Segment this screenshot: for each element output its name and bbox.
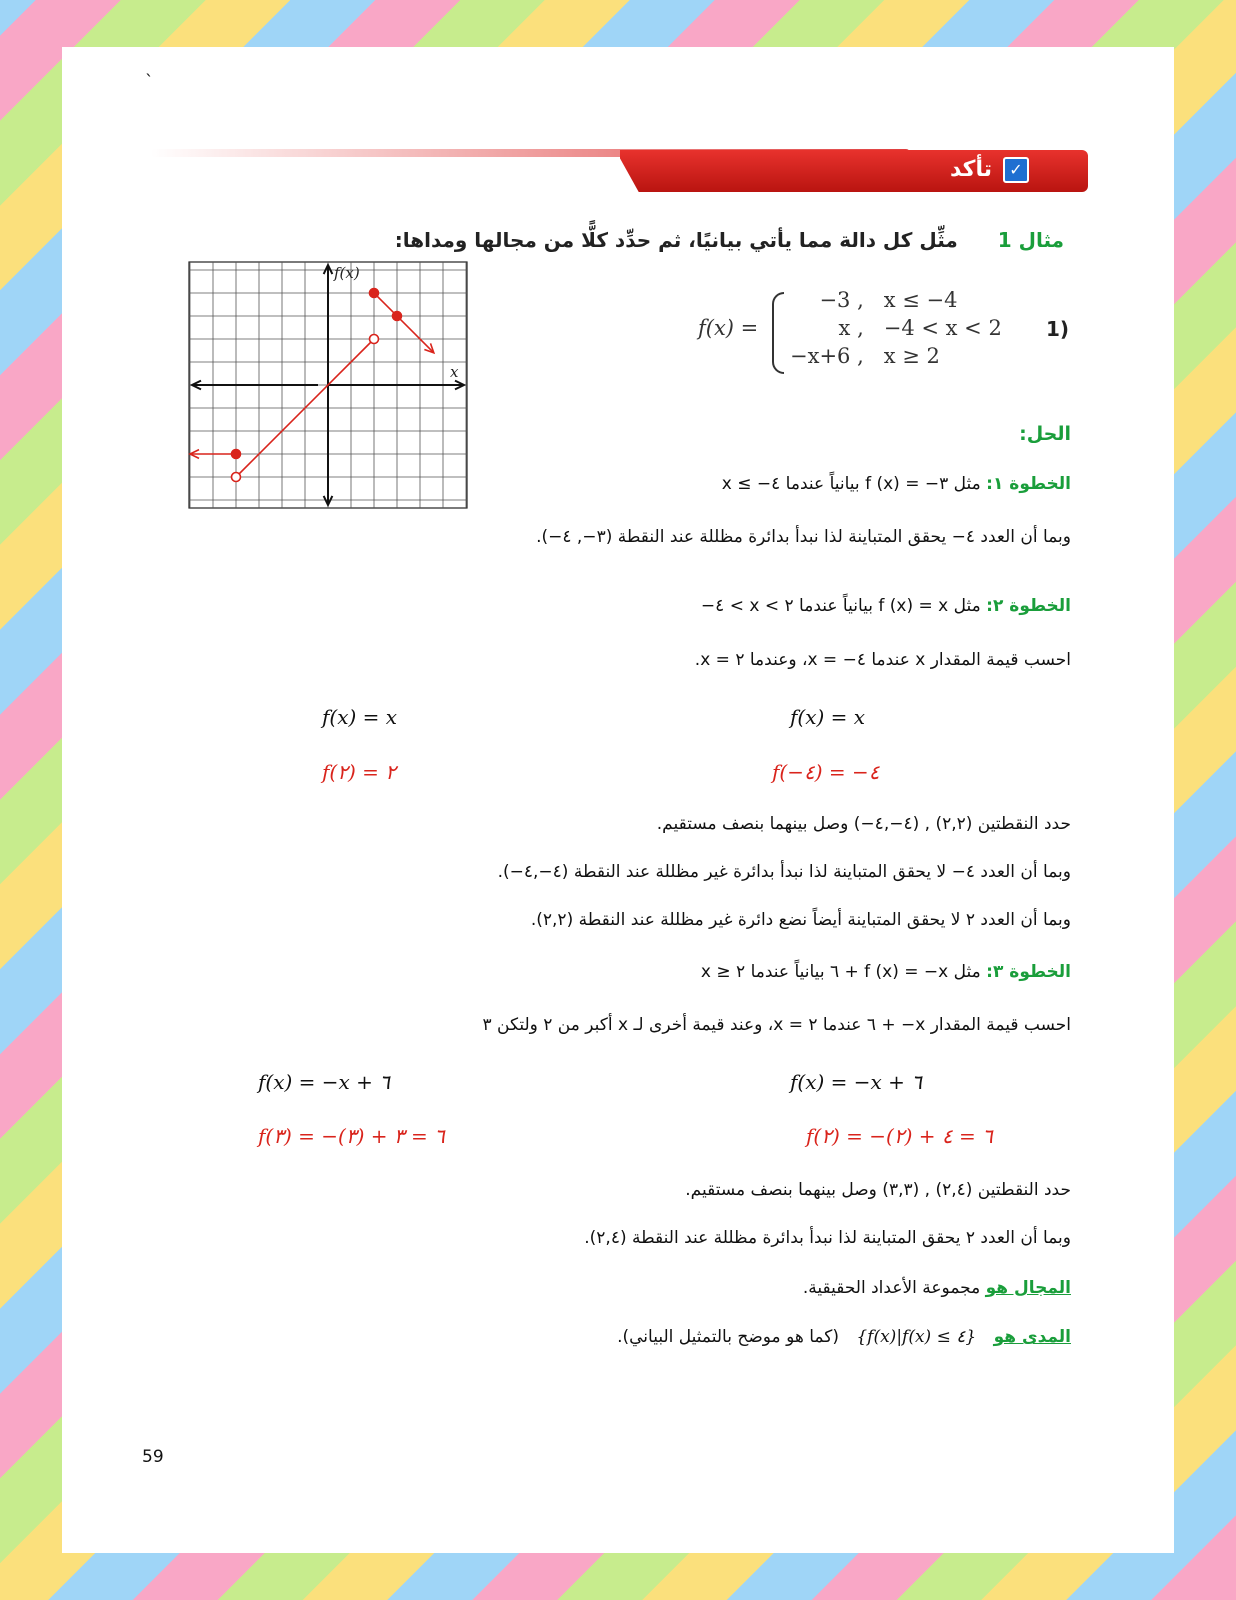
calc-text: f(٢) = ٢ xyxy=(322,760,396,784)
step2-label: الخطوة ٢: xyxy=(986,596,1071,616)
piece-row xyxy=(780,314,1012,342)
piece-row xyxy=(780,286,1012,314)
calc-text: f(x) = x xyxy=(790,705,866,729)
piece-expr: −x+6 , xyxy=(790,344,864,368)
calc-text: f(٢) = −(٢) + ٦ = ٤ xyxy=(806,1124,993,1148)
range-line xyxy=(617,1327,1071,1347)
series-2-marked-point xyxy=(393,312,402,321)
step2-note-2: وبما أن العدد ٤− لا يحقق المتباينة لذا نبدأ بدائرة غير مظللة عند النقطة (٤−,٤−). xyxy=(497,862,1071,882)
header-title: تأكد xyxy=(949,157,992,182)
domain-label: المجال هو xyxy=(985,1278,1071,1298)
step3-calc-right-2 xyxy=(806,1124,993,1148)
problem-number: 1) xyxy=(1046,317,1070,341)
step2-calc-intro: احسب قيمة المقدار x عندما ٤− = x، وعندما ٢ = x. xyxy=(694,650,1071,670)
piece-cond: −4 < x < 2 xyxy=(883,316,1002,340)
step1-text: مثل ٣− = (f (x بيانياً عندما ٤− ≥ x xyxy=(721,474,981,494)
step3-note-2: وبما أن العدد ٢ يحقق المتباينة لذا نبدأ بدائرة مظللة عند النقطة (٢,٤). xyxy=(584,1228,1071,1248)
series-2-start-point xyxy=(370,289,379,298)
step1-note: وبما أن العدد ٤− يحقق المتباينة لذا نبدأ بدائرة مظللة عند النقطة (٣−, ٤−). xyxy=(536,527,1071,547)
function-graph xyxy=(188,260,468,510)
range-label: المدى هو xyxy=(993,1327,1071,1347)
step3-line xyxy=(701,962,1071,982)
step3-calc-left-1 xyxy=(258,1070,390,1094)
range-set: {f(x)|f(x) ≤ ٤} xyxy=(856,1327,977,1347)
step1-line xyxy=(722,474,1071,494)
function-lhs: f(x) = xyxy=(698,316,759,340)
piece-cond: x ≤ −4 xyxy=(883,288,958,312)
calc-text: f(٣) = −(٣) + ٦ = ٣ xyxy=(258,1124,445,1148)
step3-calc-right-1 xyxy=(790,1070,922,1094)
step3-label: الخطوة ٣: xyxy=(986,962,1071,982)
solution-label: الحل: xyxy=(1019,423,1071,445)
step2-note-3: وبما أن العدد ٢ لا يحقق المتباينة أيضاً نضع دائرة غير مظللة عند النقطة (٢,٢). xyxy=(530,910,1071,930)
step1-label: الخطوة ١: xyxy=(986,474,1071,494)
checkbox-icon: ✓ xyxy=(1003,157,1029,183)
calc-text: f(x) = −x + ٦ xyxy=(790,1070,923,1094)
step3-calc-intro: احسب قيمة المقدار x− + ٦ عندما ٢ = x، وعند قيمة أخرى لـ x أكبر من ٢ ولتكن ٣ xyxy=(482,1015,1071,1035)
step2-calc-right-2 xyxy=(772,760,880,784)
domain-text: مجموعة الأعداد الحقيقية. xyxy=(802,1278,981,1298)
piece-cond: x ≥ 2 xyxy=(883,344,940,368)
step2-text: مثل f (x) = x بيانياً عندما ٢ > x > ٤− xyxy=(700,596,981,616)
calc-text: f(x) = x xyxy=(322,705,398,729)
series-1-start-point xyxy=(232,473,241,482)
y-axis-label: f(x) xyxy=(334,264,360,282)
piecewise-table xyxy=(780,286,1012,370)
tick-mark: ` xyxy=(145,72,154,92)
piece-row xyxy=(780,342,1012,370)
piece-expr: −3 , xyxy=(819,288,864,312)
step3-note-1: حدد النقطتين (٢,٤) , (٣,٣) وصل بينهما بنصف مستقيم. xyxy=(685,1180,1071,1200)
example-label: مثال 1 xyxy=(997,228,1064,252)
calc-text: f(x) = −x + ٦ xyxy=(258,1070,391,1094)
series-1-end-point xyxy=(370,335,379,344)
step3-text: مثل f (x) = −x + ٦ بيانياً عندما ٢ ≤ x xyxy=(700,962,981,982)
step3-calc-left-2 xyxy=(258,1124,445,1148)
step2-line xyxy=(701,596,1071,616)
step2-calc-left-2 xyxy=(322,760,396,784)
x-axis-label: x xyxy=(450,363,459,381)
piece-expr: x , xyxy=(838,316,864,340)
example-heading xyxy=(395,228,1064,252)
step2-calc-left-1 xyxy=(322,705,397,729)
step2-calc-right-1 xyxy=(790,705,865,729)
example-text: مثِّل كل دالة مما يأتي بيانيًا، ثم حدِّد كلًّا من مجالها ومداها: xyxy=(394,228,958,252)
series-0-start-point xyxy=(232,450,241,459)
domain-line xyxy=(803,1278,1071,1298)
calc-text: f(−٤) = −٤ xyxy=(772,760,880,784)
series-2-line xyxy=(374,293,434,353)
page-number: 59 xyxy=(142,1447,164,1467)
range-text: (كما هو موضح بالتمثيل البياني). xyxy=(617,1327,839,1347)
step2-note-1: حدد النقطتين (٢,٢) , (٤−,٤−) وصل بينهما بنصف مستقيم. xyxy=(656,814,1071,834)
